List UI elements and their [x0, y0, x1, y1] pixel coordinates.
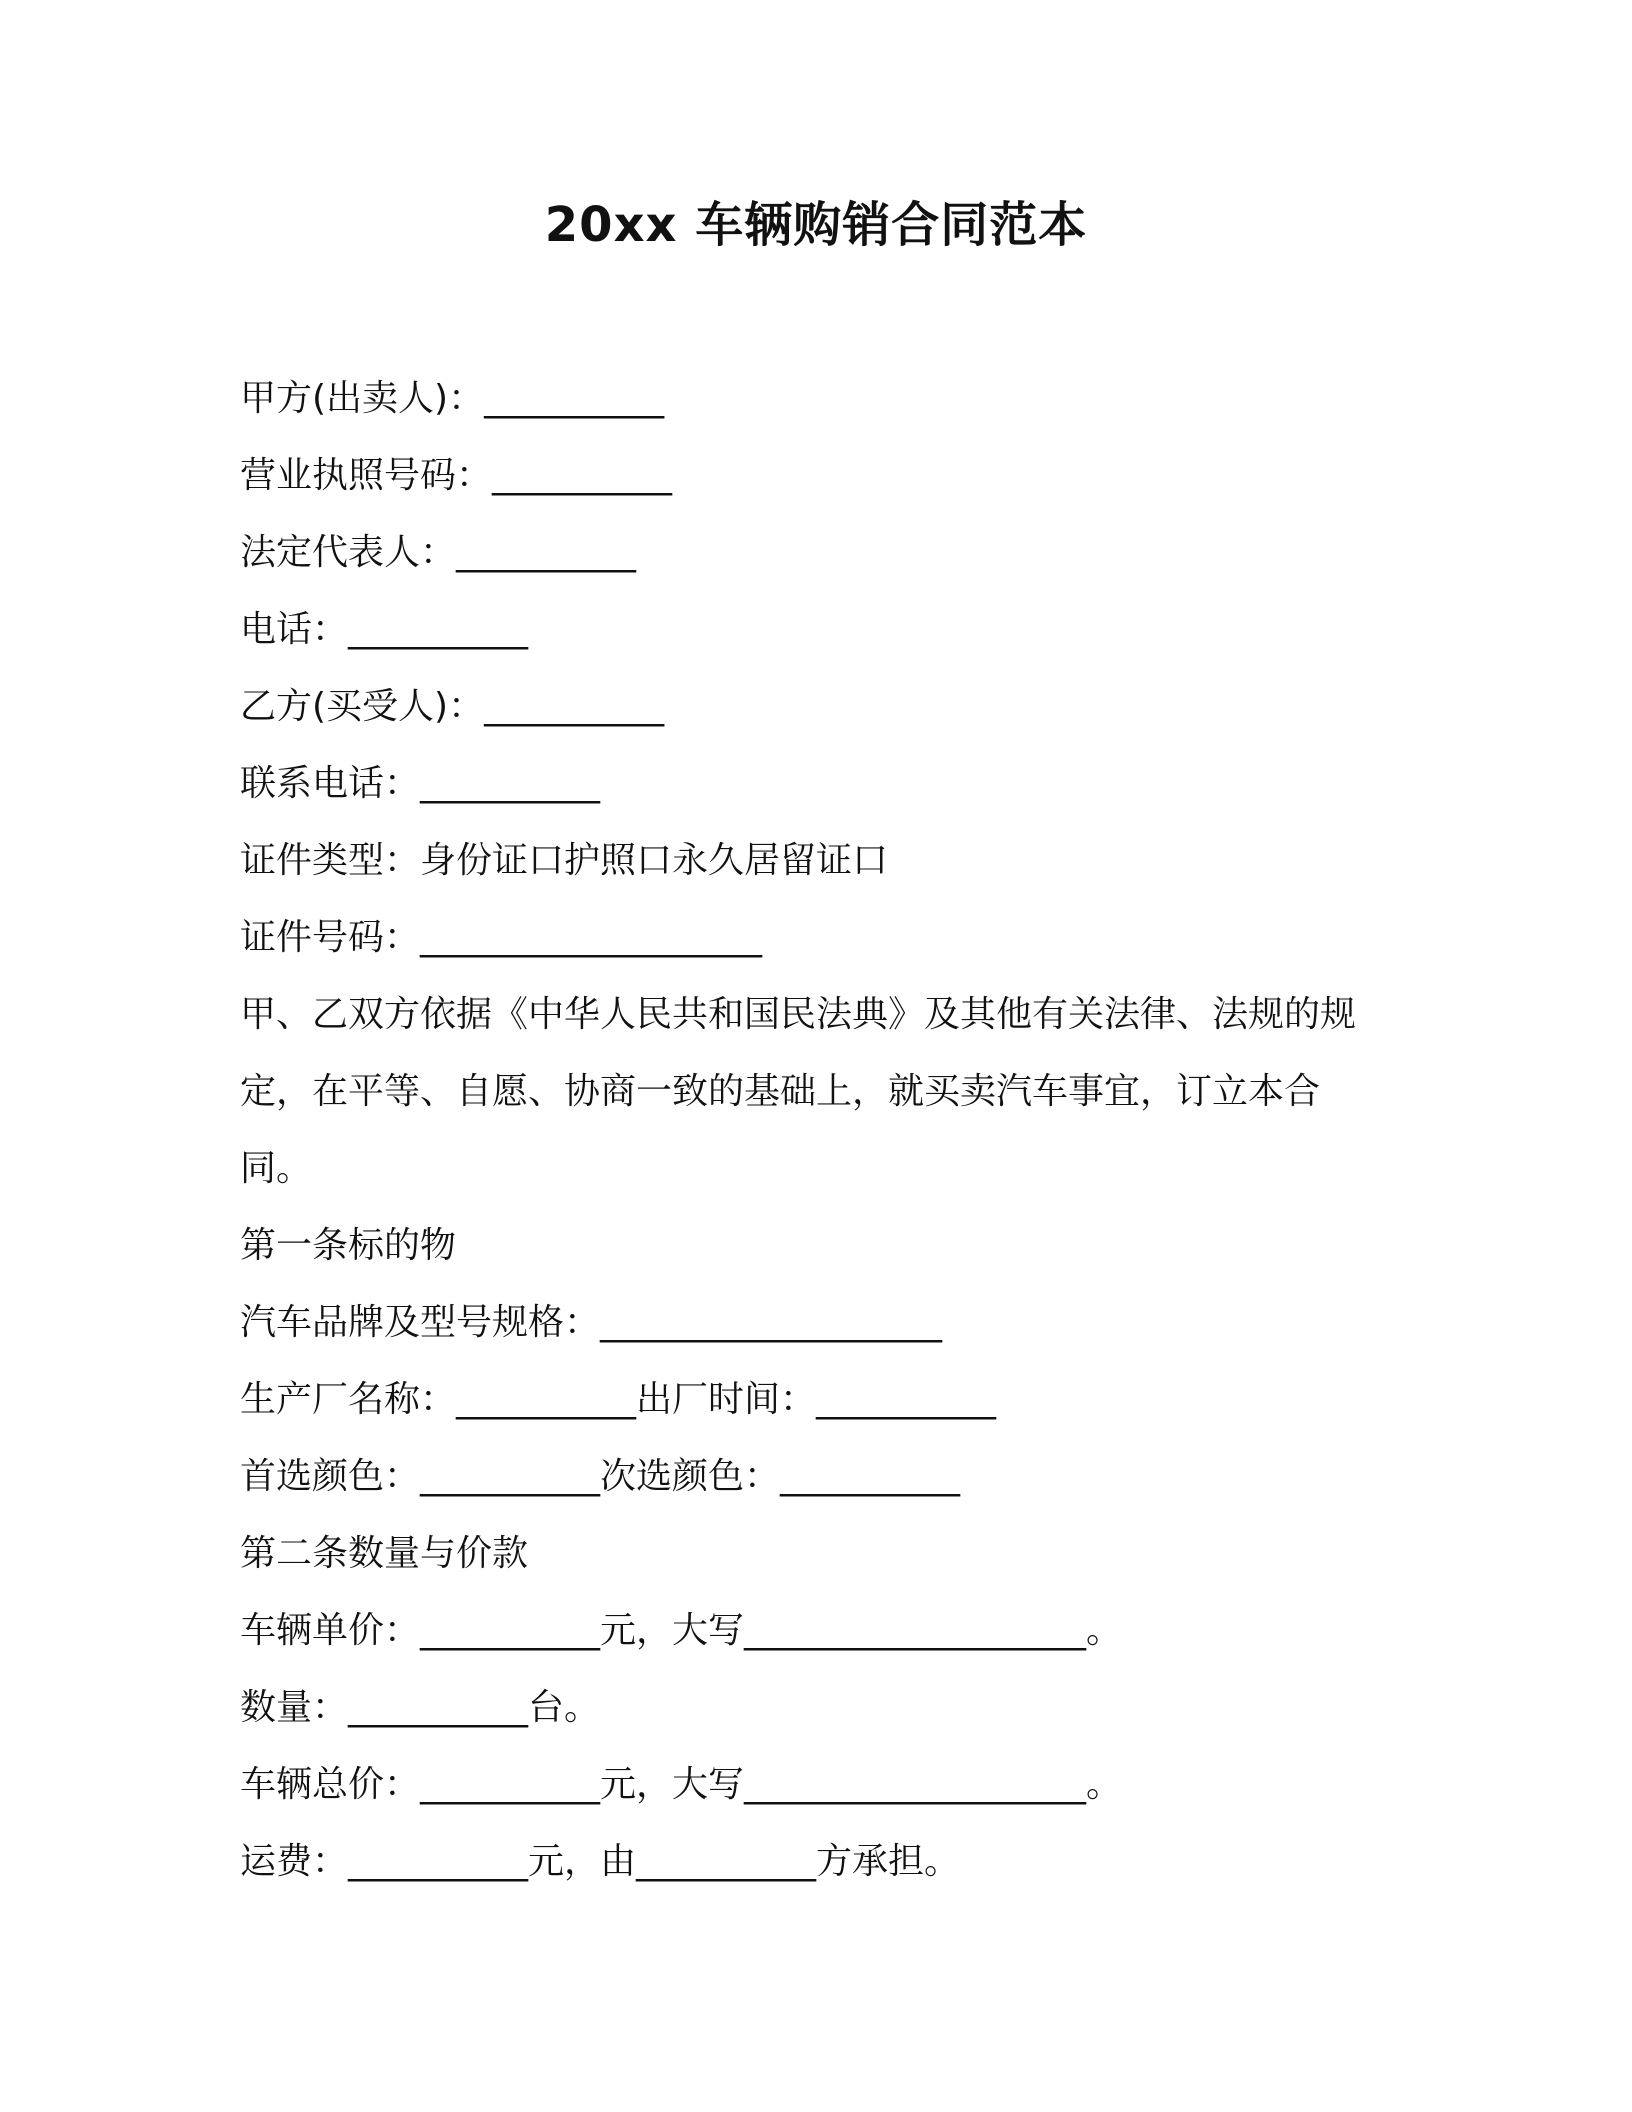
- manufacturer-date-line: 生产厂名称：__________出厂时间：__________: [240, 1379, 997, 1420]
- total-price-line: 车辆总价：__________元，大写___________________。: [240, 1764, 1123, 1805]
- buyer-name-line: 乙方(买受人)：__________: [240, 686, 665, 727]
- business-license-line: 营业执照号码：__________: [240, 455, 673, 496]
- unit-price-line: 车辆单价：__________元，大写___________________。: [240, 1610, 1123, 1651]
- contact-phone-line: 联系电话：__________: [240, 763, 601, 804]
- document-title: 20xx 车辆购销合同范本: [544, 197, 1088, 253]
- vehicle-brand-model-line: 汽车品牌及型号规格：___________________: [240, 1302, 943, 1343]
- legal-representative-line: 法定代表人：__________: [240, 532, 637, 573]
- id-number-line: 证件号码：___________________: [240, 917, 763, 958]
- contract-basis-paragraph: 甲、乙双方依据《中华人民共和国民法典》及其他有关法律、法规的规定，在平等、自愿、协商一致的基础上，就买卖汽车事宜，订立本合同。: [240, 994, 1357, 1189]
- color-preference-line: 首选颜色：__________次选颜色：__________: [240, 1456, 961, 1497]
- freight-line: 运费：__________元，由__________方承担。: [240, 1841, 961, 1882]
- phone-line: 电话：__________: [240, 609, 529, 650]
- seller-name-line: 甲方(出卖人)：__________: [240, 378, 665, 419]
- article-one-heading: 第一条标的物: [240, 1225, 457, 1266]
- article-two-heading: 第二条数量与价款: [240, 1533, 529, 1574]
- id-type-line: 证件类型：身份证口护照口永久居留证口: [240, 840, 889, 881]
- document-body: [240, 360, 1370, 1900]
- quantity-line: 数量：__________台。: [240, 1687, 601, 1728]
